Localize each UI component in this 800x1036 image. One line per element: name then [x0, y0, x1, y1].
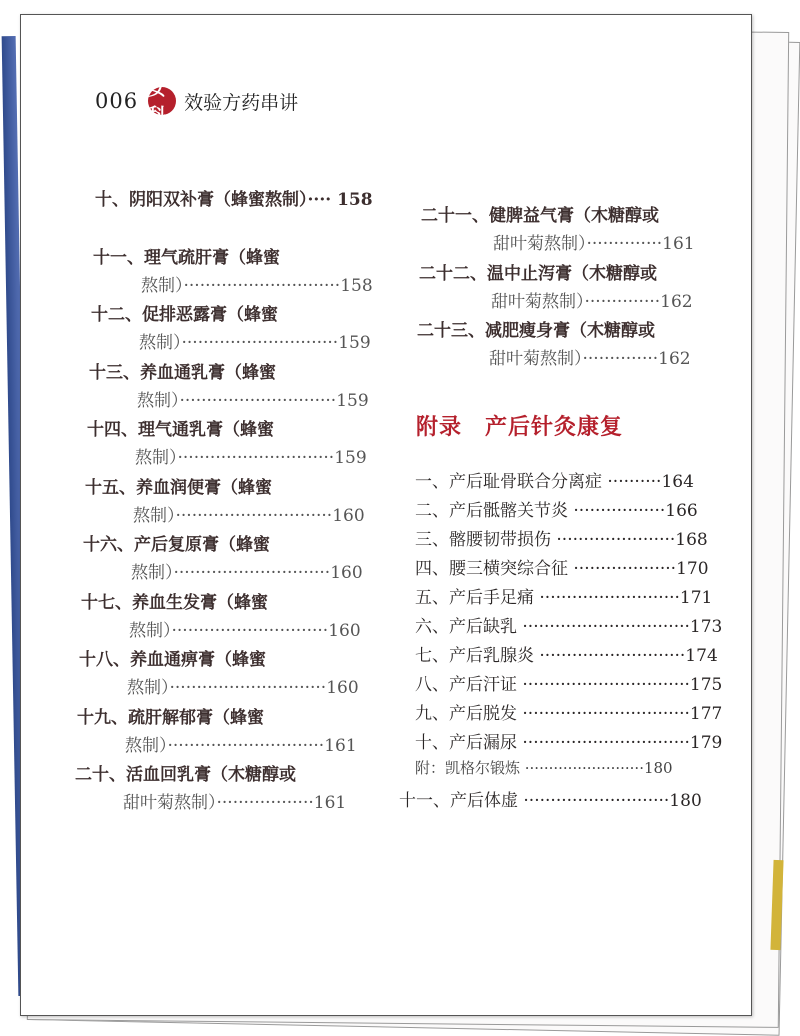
appendix-entry: 二、产后骶髂关节炎 ·················166 — [415, 501, 698, 521]
toc-entry-line: 十二、促排恶露膏（蜂蜜 — [91, 305, 278, 325]
book-page — [20, 14, 752, 1016]
appendix-entry: 九、产后脱发 ·······························177 — [415, 704, 723, 724]
toc-entry-line: 熬制）·····························159 — [135, 448, 367, 468]
toc-entry-line: 二十三、减肥瘦身膏（木糖醇或 — [417, 321, 655, 341]
toc-entry-line: 甜叶菊熬制）··············161 — [493, 234, 695, 254]
toc-entry-line: 二十一、健脾益气膏（木糖醇或 — [421, 206, 659, 226]
appendix-entry: 十一、产后体虚 ···························180 — [399, 791, 702, 811]
toc-entry-line: 熬制）·····························159 — [137, 390, 369, 411]
toc-entry-line: 二十、活血回乳膏（木糖醇或 — [75, 765, 296, 785]
toc-entry-line: 十九、疏肝解郁膏（蜂蜜 — [77, 707, 264, 728]
toc-entry-line: 十、阴阳双补膏（蜂蜜熬制）···· 158 — [95, 190, 373, 210]
toc-entry-line: 十四、理气通乳膏（蜂蜜 — [87, 420, 274, 440]
toc-entry-line: 甜叶菊熬制）··················161 — [123, 793, 347, 813]
page-header — [95, 79, 299, 126]
toc-entry-line: 十五、养血润便膏（蜂蜜 — [85, 477, 272, 498]
appendix-entry: 六、产后缺乳 ·······························173 — [415, 617, 723, 637]
toc-entry-line: 熬制）·····························160 — [127, 678, 359, 698]
appendix-entry: 四、腰三横突综合征 ···················170 — [415, 559, 709, 579]
appendix-entry: 三、髂腰韧带损伤 ······················168 — [415, 530, 708, 550]
toc-entry-line: 熬制）·····························159 — [139, 333, 371, 353]
appendix-entry: 七、产后乳腺炎 ···························174 — [415, 646, 718, 666]
toc-entry-line: 二十二、温中止泻膏（木糖醇或 — [419, 263, 657, 284]
book-title: 效验方药串讲 — [184, 91, 299, 114]
toc-entry-line: 十一、理气疏肝膏（蜂蜜 — [93, 247, 280, 268]
toc-entry-line: 熬制）·····························158 — [141, 275, 373, 296]
toc-entry-line: 十六、产后复原膏（蜂蜜 — [83, 535, 270, 555]
toc-entry-line: 甜叶菊熬制）··············162 — [489, 349, 691, 369]
page-number: 006 — [95, 89, 139, 113]
appendix-entry: 附：凯格尔锻炼 ·························180 — [415, 759, 673, 777]
toc-entry-line: 十三、养血通乳膏（蜂蜜 — [89, 362, 276, 383]
toc-entry-line: 熬制）·····························160 — [133, 505, 365, 526]
stack-edge-yellow — [770, 860, 783, 950]
appendix-entry: 一、产后耻骨联合分离症 ··········164 — [415, 472, 694, 492]
toc-entry-line: 十八、养血通痹膏（蜂蜜 — [79, 650, 266, 670]
appendix-entry: 八、产后汗证 ·······························175 — [415, 675, 723, 695]
toc-entry-line: 熬制）·····························161 — [125, 735, 357, 756]
appendix-entry: 十、产后漏尿 ·······························179 — [415, 733, 723, 753]
toc-entry-line: 熬制）·····························160 — [131, 563, 363, 583]
appendix-entry: 五、产后手足痛 ··························171 — [415, 588, 713, 608]
toc-entry-line: 十七、养血生发膏（蜂蜜 — [81, 592, 268, 613]
title-badge: 女科 — [148, 87, 176, 115]
toc-entry-line: 甜叶菊熬制）··············162 — [491, 291, 693, 312]
appendix-title: 附录 产后针灸康复 — [416, 414, 624, 440]
toc-entry-line: 熬制）·····························160 — [129, 620, 361, 641]
